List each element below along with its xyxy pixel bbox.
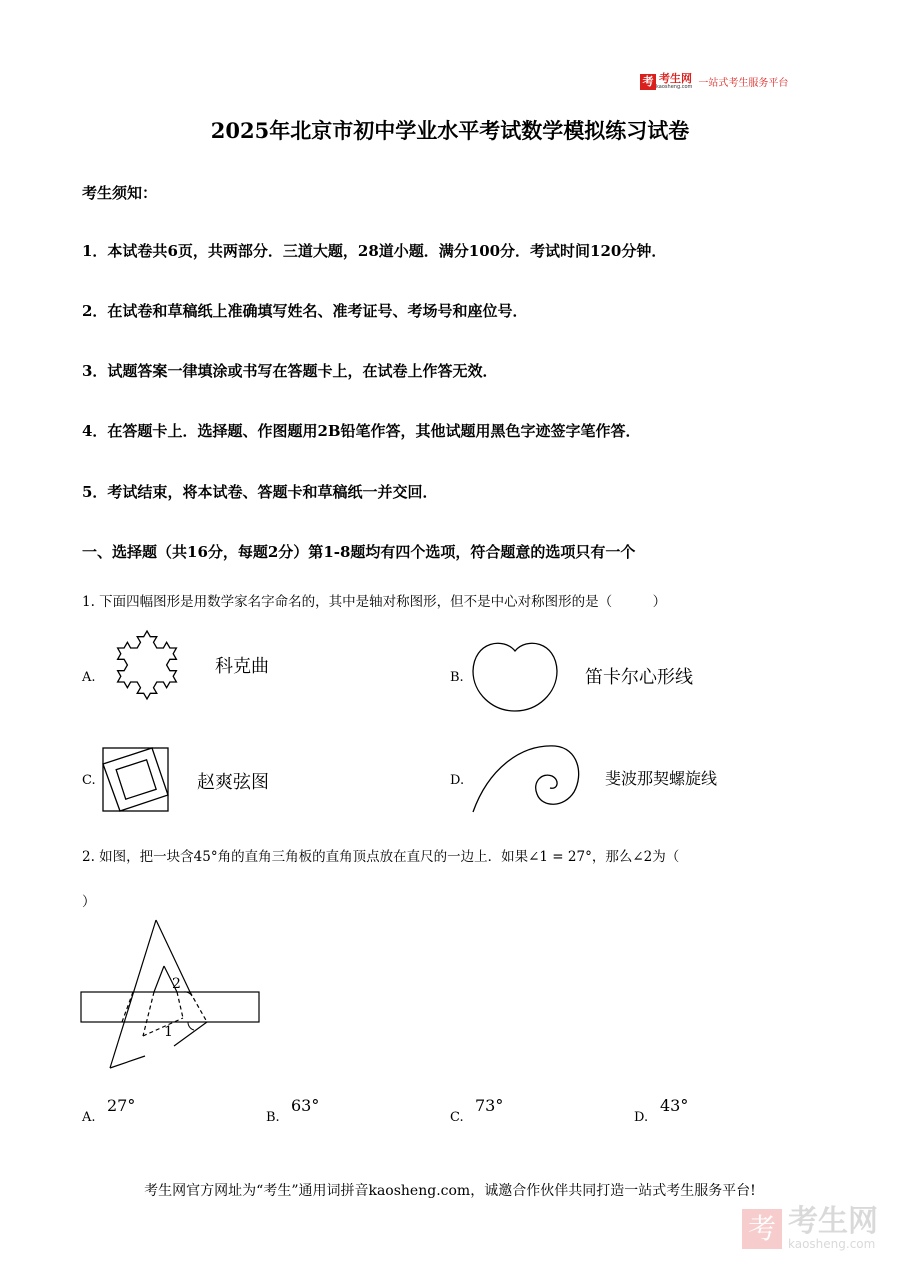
- page-footer: 考生网官方网址为“考生”通用词拼音kaosheng.com，诚邀合作伙伴共同打造一站式考生服务平台!: [144, 1183, 756, 1199]
- logo-mark-icon: 考: [640, 74, 656, 90]
- q2-option-a-letter: A.: [82, 1110, 96, 1125]
- cardioid-figure: [470, 635, 560, 715]
- page-title: 2025年北京市初中学业水平考试数学模拟练习试卷: [210, 118, 690, 143]
- logo-slogan: 一站式考生服务平台: [698, 78, 789, 89]
- notice-heading: 考生须知：: [82, 184, 158, 202]
- q2-option-a-value: 27°: [107, 1096, 136, 1115]
- triangle-ruler-figure: [80, 918, 265, 1078]
- q2-option-c-value: 73°: [475, 1096, 504, 1115]
- q2-option-b-value: 63°: [291, 1096, 320, 1115]
- logo-name: 考生网: [659, 72, 692, 85]
- q2-stem: 2. 如图，把一块含45°角的直角三角板的直角顶点放在直尺的一边上．如果∠1 = 27°，那么∠2为（: [82, 849, 680, 865]
- notice-item-4: 4．在答题卡上．选择题、作图题用2B铅笔作答，其他试题用黑色字迹签字笔作答．: [82, 422, 641, 440]
- q1-option-a-letter: A.: [82, 670, 96, 685]
- q2-option-c-letter: C.: [450, 1110, 464, 1125]
- q2-stem-cont: ）: [82, 894, 96, 910]
- angle-2-label: 2: [172, 976, 181, 992]
- header-logo: [640, 73, 788, 90]
- q1-option-b-letter: B.: [450, 670, 464, 685]
- notice-item-1: 1．本试卷共6页，共两部分．三道大题，28道小题．满分100分．考试时间120分钟．: [82, 242, 667, 260]
- q2-option-b-letter: B.: [266, 1110, 280, 1125]
- notice-item-5: 5．考试结束，将本试卷、答题卡和草稿纸一并交回．: [82, 483, 438, 501]
- q1-option-c-letter: C.: [82, 773, 96, 788]
- q2-option-d-value: 43°: [660, 1096, 689, 1115]
- watermark-logo-icon: 考: [742, 1209, 782, 1249]
- q1-option-d-letter: D.: [450, 773, 465, 788]
- watermark-name: 考生网: [788, 1204, 878, 1239]
- ruler-shape: [81, 992, 259, 1022]
- logo-domain: kaosheng.com: [656, 84, 693, 90]
- fibonacci-spiral-figure: [470, 742, 585, 814]
- notice-item-3: 3．试题答案一律填涂或书写在答题卡上，在试卷上作答无效．: [82, 362, 498, 380]
- section1-heading: 一、选择题（共16分，每题2分）第1-8题均有四个选项，符合题意的选项只有一个: [82, 543, 636, 561]
- watermark: [742, 1204, 878, 1251]
- notice-item-2: 2．在试卷和草稿纸上准确填写姓名、准考证号、考场号和座位号．: [82, 302, 528, 320]
- watermark-domain: kaosheng.com: [788, 1237, 876, 1251]
- q1-option-b-caption: 笛卡尔心形线: [585, 667, 693, 688]
- q1-option-c-caption: 赵爽弦图: [197, 772, 269, 793]
- q1-option-a-caption: 科克曲: [215, 656, 269, 677]
- q1-option-d-caption: 斐波那契螺旋线: [605, 769, 718, 788]
- q2-option-d-letter: D.: [634, 1110, 649, 1125]
- zhao-shuang-diagram-figure: [102, 747, 170, 813]
- q1-stem: 1. 下面四幅图形是用数学家名字命名的，其中是轴对称图形，但不是中心对称图形的是（ ）: [82, 594, 667, 610]
- angle-1-label: 1: [164, 1024, 173, 1040]
- koch-snowflake-figure: [100, 615, 195, 715]
